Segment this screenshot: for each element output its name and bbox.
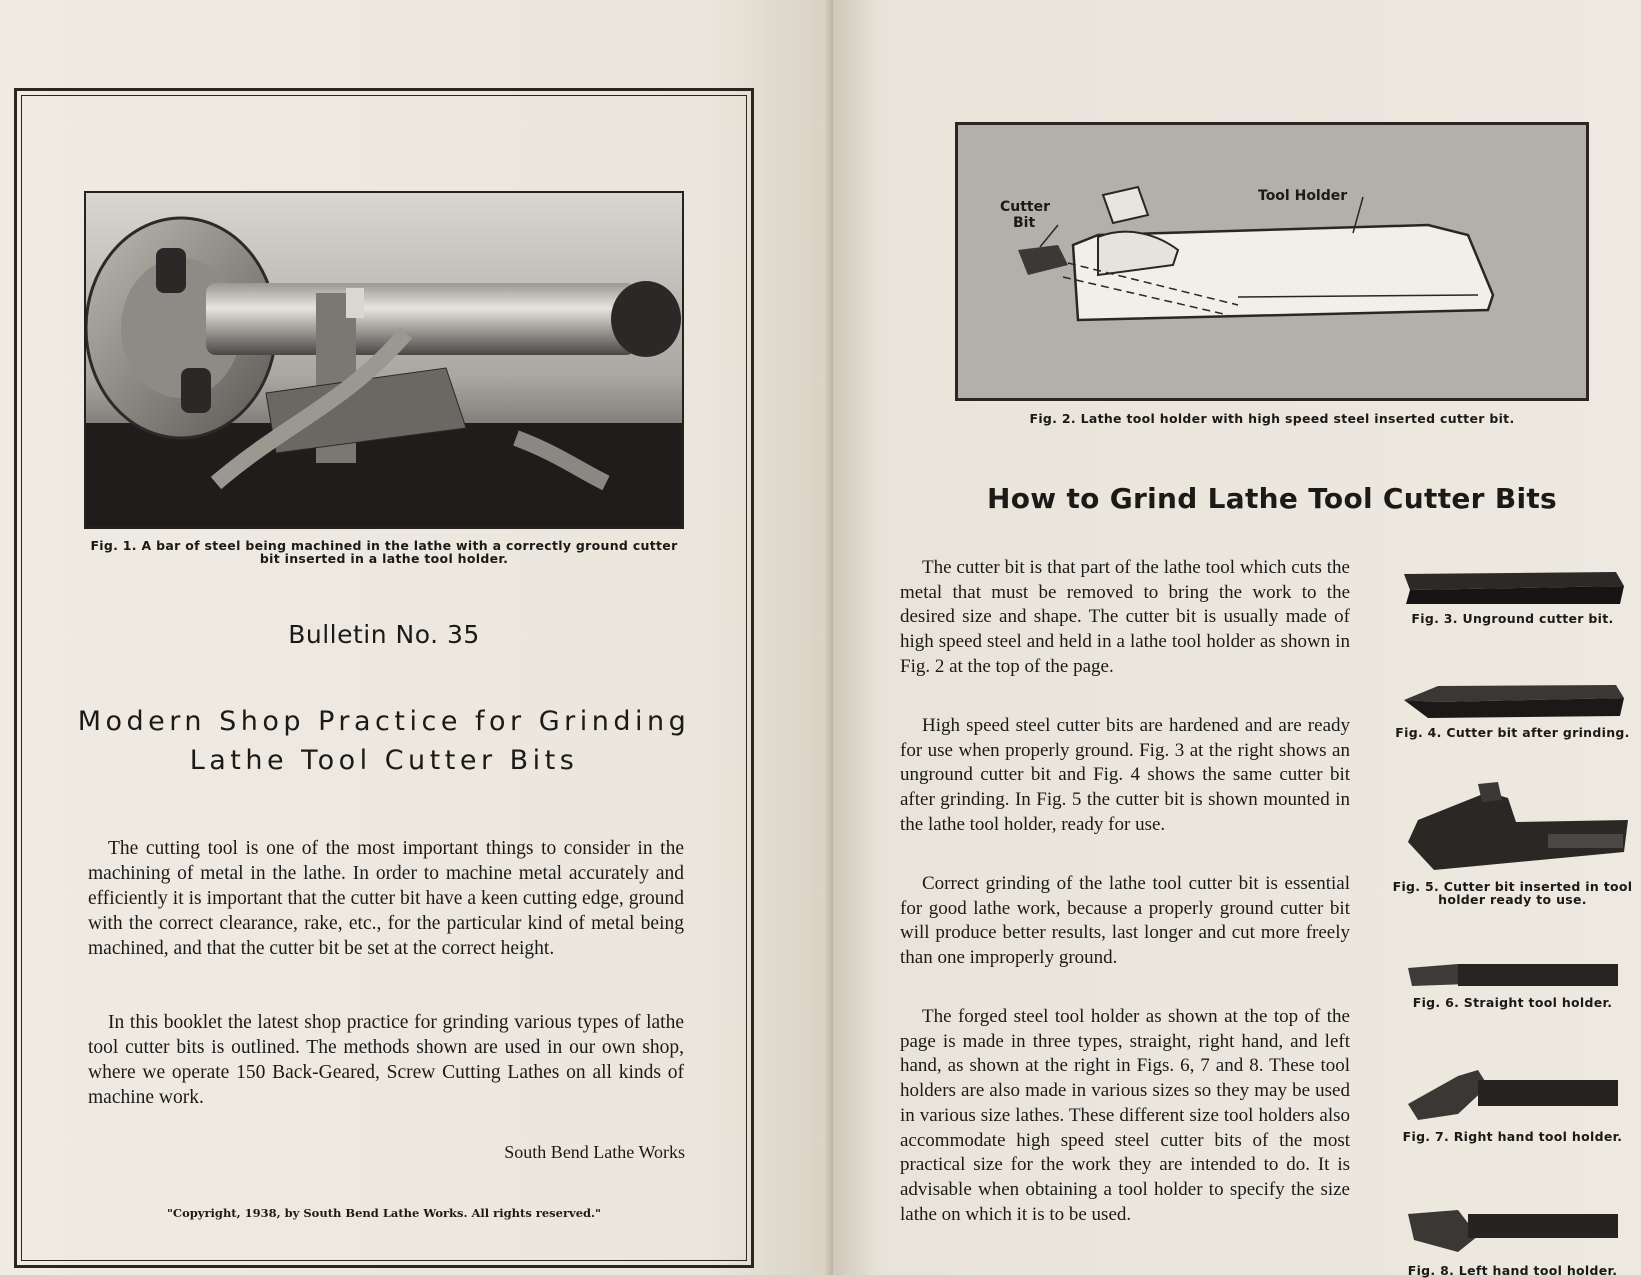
fig3 (1390, 566, 1635, 625)
fig5 (1390, 782, 1635, 906)
bulletin-number: Bulletin No. 35 (288, 620, 480, 649)
right-hand-tool-holder-image (1398, 1064, 1628, 1124)
left-hand-tool-holder-image (1398, 1200, 1628, 1258)
body-paragraph-1: The cutter bit is that part of the lathe tool which cuts the metal that must be removed to bring the work to the desired size and shape. The cutter bit is usually made of high speed steel and held in a lathe tool holder as shown in Fig. 2 at the top of the page. (900, 557, 1350, 677)
label-cutter: Cutter (1000, 199, 1051, 215)
body-paragraph-2: High speed steel cutter bits are hardened and are ready for use when properly ground. Fig. 3 at the right shows an unground cutter bit and Fig. 4 shows the same cutter bit after grinding. In Fig. 5 the cutter bit is shown mounted in the lathe tool holder, ready for use. (900, 715, 1350, 835)
cutter-bit-in-holder-image (1398, 782, 1628, 874)
unground-cutter-bit-image (1398, 566, 1628, 606)
ground-cutter-bit-image (1398, 680, 1628, 720)
fig8 (1390, 1200, 1635, 1277)
fig8-caption: Fig. 8. Left hand tool holder. (1407, 1263, 1618, 1278)
fig4 (1390, 680, 1635, 739)
fig4-caption: Fig. 4. Cutter bit after grinding. (1395, 725, 1630, 740)
body-paragraph-4: The forged steel tool holder as shown at the top of the page is made in three types, straight, right hand, and left hand, as shown at the right in Figs. 6, 7 and 8. These tool holders are also made in various sizes so they may be used in various size lathes. These different size tool holders also accommodate high speed steel cutter bits of the most practical size for the work they are intended to do. It is advisable when obtaining a tool holder to specify the size lathe on which it is to be used. (900, 1006, 1350, 1225)
title-line-1: Modern Shop Practice for Grinding (77, 706, 691, 737)
fig5-caption: Fig. 5. Cutter bit inserted in tool holder ready to use. (1392, 879, 1633, 907)
label-bit: Bit (1013, 215, 1036, 231)
fig6 (1390, 960, 1635, 1009)
fig1-caption: Fig. 1. A bar of steel being machined in the lathe with a correctly ground cutter bit inserted in a lathe tool holder. (90, 538, 678, 566)
fig1-lathe-photo (84, 191, 684, 529)
fig2-tool-holder-diagram (955, 122, 1589, 401)
copyright-notice: "Copyright, 1938, by South Bend Lathe Works. All rights reserved." (166, 1206, 602, 1220)
fig6-caption: Fig. 6. Straight tool holder. (1412, 995, 1613, 1010)
page-title (70, 702, 698, 780)
title-line-2: Lathe Tool Cutter Bits (189, 745, 579, 776)
fig7-caption: Fig. 7. Right hand tool holder. (1402, 1129, 1623, 1144)
section-heading: How to Grind Lathe Tool Cutter Bits (986, 482, 1558, 515)
fig7 (1390, 1064, 1635, 1143)
straight-tool-holder-image (1398, 960, 1628, 990)
fig2-caption: Fig. 2. Lathe tool holder with high speed steel inserted cutter bit. (1029, 411, 1515, 426)
fig3-caption: Fig. 3. Unground cutter bit. (1411, 611, 1614, 626)
body-paragraph-3: Correct grinding of the lathe tool cutter bit is essential for good lathe work, because a properly ground cutter bit will produce better results, last longer and cut more freely than one improperly ground. (900, 873, 1350, 969)
intro-paragraph-1: The cutting tool is one of the most important things to consider in the machining of metal in the lathe. In order to machine metal accurately and efficiently it is important that the cutter bit have a keen cutting edge, ground with the correct clearance, rake, etc., for the particular kind of metal being machined, and that the cutter bit be set at the correct height. (88, 838, 684, 959)
label-tool-holder: Tool Holder (1258, 188, 1348, 204)
signature: South Bend Lathe Works (504, 1142, 685, 1162)
intro-paragraph-2: In this booklet the latest shop practice for grinding various types of lathe tool cutter bits is outlined. The methods shown are used in our own shop, where we operate 150 Back-Geared, Screw Cutting Lathes on all kinds of machine work. (88, 1012, 684, 1108)
